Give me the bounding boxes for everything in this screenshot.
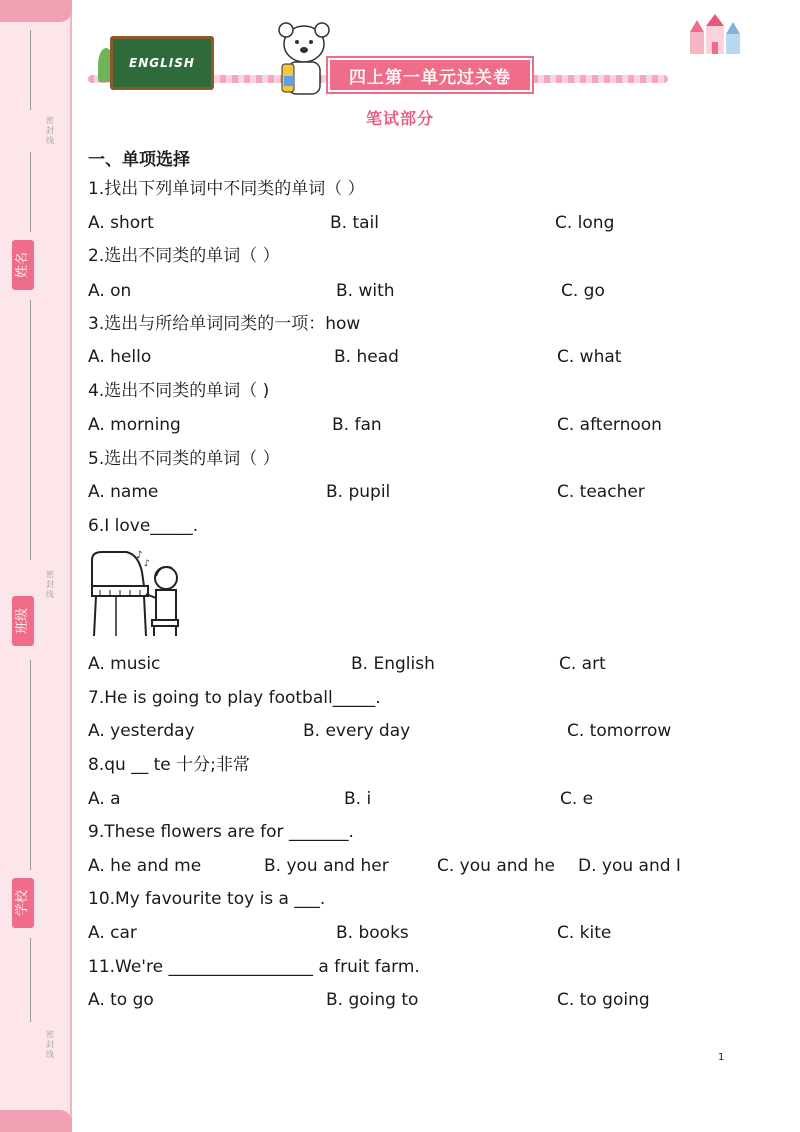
answer-option[interactable]: C. you and he xyxy=(437,856,555,876)
strip-bottom-cap xyxy=(0,1110,72,1132)
question-stem: 3.选出与所给单词同类的一项：how xyxy=(88,314,361,334)
answer-option[interactable]: D. you and I xyxy=(578,856,681,876)
answer-option[interactable]: B. you and her xyxy=(264,856,389,876)
question-stem: 1.找出下列单词中不同类的单词（ ） xyxy=(88,179,365,199)
binding-line xyxy=(30,938,31,1022)
section-subtitle: 笔试部分 xyxy=(365,109,434,128)
question-stem: 4.选出不同类的单词（ ) xyxy=(88,381,270,401)
answer-option[interactable]: B. tail xyxy=(330,213,379,233)
answer-option[interactable]: B. pupil xyxy=(326,482,391,502)
question-stem: 7.He is going to play football_____. xyxy=(88,688,381,708)
question-stem: 2.选出不同类的单词（ ） xyxy=(88,246,280,266)
svg-text:♪: ♪ xyxy=(136,550,143,561)
bear-mascot-icon xyxy=(276,20,332,100)
answer-option[interactable]: C. tomorrow xyxy=(567,721,672,741)
answer-option[interactable]: B. head xyxy=(334,347,399,367)
answer-option[interactable]: A. hello xyxy=(88,347,152,367)
question-stem: 9.These flowers are for _______. xyxy=(88,822,354,842)
class-label: 班级 xyxy=(12,596,34,646)
answer-option[interactable]: A. a xyxy=(88,789,121,809)
answer-option[interactable]: C. to going xyxy=(557,990,650,1010)
binding-line xyxy=(30,30,31,110)
answer-option[interactable]: C. go xyxy=(561,281,605,301)
answer-option[interactable]: A. to go xyxy=(88,990,154,1010)
binding-line xyxy=(30,660,31,870)
answer-option[interactable]: B. with xyxy=(336,281,395,301)
answer-option[interactable]: C. teacher xyxy=(557,482,645,502)
name-label: 姓名 xyxy=(12,240,34,290)
seal-text: 密封线 xyxy=(46,116,54,145)
answer-option[interactable]: C. long xyxy=(555,213,615,233)
answer-option[interactable]: B. English xyxy=(351,654,435,674)
question-stem: 6.I love_____. xyxy=(88,516,199,536)
answer-option[interactable]: A. name xyxy=(88,482,159,502)
question-stem: 11.We're _________________ a fruit farm. xyxy=(88,957,420,977)
section-heading: 一、单项选择 xyxy=(88,150,190,170)
school-label: 学校 xyxy=(12,878,34,928)
binding-strip xyxy=(0,0,72,1132)
answer-option[interactable]: A. yesterday xyxy=(88,721,195,741)
binding-line xyxy=(30,300,31,560)
strip-top-cap xyxy=(0,0,72,22)
binding-line xyxy=(30,152,31,232)
answer-option[interactable]: B. going to xyxy=(326,990,419,1010)
answer-option[interactable]: A. music xyxy=(88,654,161,674)
english-board: ENGLISH xyxy=(110,36,214,90)
exam-title: 四上第一单元过关卷 xyxy=(328,58,532,92)
answer-option[interactable]: A. morning xyxy=(88,415,181,435)
question-stem: 8.qu __ te 十分;非常 xyxy=(88,755,250,775)
page-number: 1 xyxy=(718,1052,725,1063)
svg-text:♪: ♪ xyxy=(144,559,150,569)
answer-option[interactable]: A. he and me xyxy=(88,856,202,876)
answer-option[interactable]: A. short xyxy=(88,213,154,233)
answer-option[interactable]: B. every day xyxy=(303,721,411,741)
answer-option[interactable]: B. fan xyxy=(332,415,382,435)
answer-option[interactable]: C. art xyxy=(559,654,606,674)
answer-option[interactable]: C. what xyxy=(557,347,622,367)
header xyxy=(88,14,748,109)
answer-option[interactable]: C. afternoon xyxy=(557,415,662,435)
question-stem: 10.My favourite toy is a ___. xyxy=(88,889,326,909)
seal-text: 密封线 xyxy=(46,1030,54,1059)
seal-text: 密封线 xyxy=(46,570,54,599)
question-stem: 5.选出不同类的单词（ ） xyxy=(88,449,280,469)
answer-option[interactable]: B. books xyxy=(336,923,409,943)
answer-option[interactable]: C. e xyxy=(560,789,594,809)
answer-option[interactable]: A. car xyxy=(88,923,137,943)
answer-option[interactable]: B. i xyxy=(344,789,372,809)
piano-girl-picture-icon xyxy=(86,546,182,640)
answer-option[interactable]: A. on xyxy=(88,281,132,301)
castle-icon xyxy=(684,14,748,58)
answer-option[interactable]: C. kite xyxy=(557,923,612,943)
